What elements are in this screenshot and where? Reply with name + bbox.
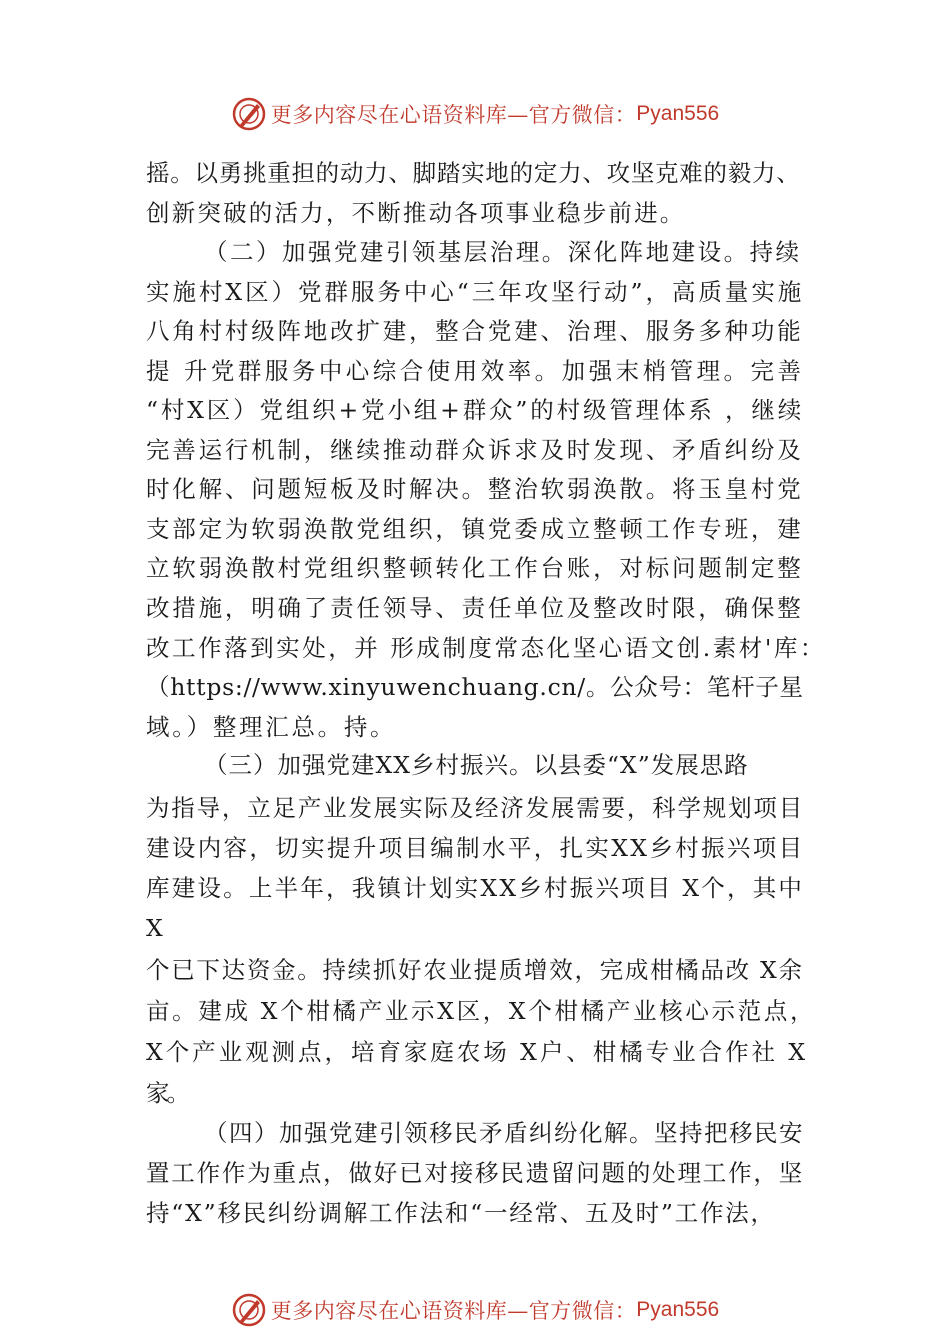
banner-text: 更多内容尽在心语资料库—官方微信： bbox=[270, 1299, 637, 1323]
text-line: 支部定为软弱涣散党组织，镇党委成立整顿工作专班，建 bbox=[146, 515, 804, 543]
text-line: 改工作落到实处，并 形成制度常态化坚心语文创.素材'库： bbox=[146, 634, 826, 662]
text-line: 库建设。上半年，我镇计划实XX乡村振兴项目 X个，其中 bbox=[146, 874, 805, 902]
text-line: 置工作作为重点，做好已对接移民遗留问题的处理工作，坚 bbox=[146, 1159, 804, 1187]
text-line: 提 升党群服务中心综合使用效率。加强末梢管理。完善 bbox=[146, 357, 805, 385]
text-line: 亩。建成 X个柑橘产业示Ⅹ区，X个柑橘产业核心示范点， bbox=[146, 997, 817, 1025]
text-line: X个产业观测点，培育家庭农场 X户、柑橘专业合作社 X bbox=[146, 1038, 809, 1066]
text-line: （四）加强党建引领移民矛盾纠纷化解。坚持把移民安 bbox=[204, 1119, 804, 1147]
pen-logo-icon bbox=[231, 96, 267, 132]
text-line: 家。 bbox=[146, 1079, 187, 1107]
text-line: 持“X”移民纠纷调解工作法和“一经常、五及时”工作法， bbox=[146, 1199, 776, 1227]
text-line: 域。）整理汇总。持。 bbox=[146, 713, 397, 741]
text-line: 时化解、问题短板及时解决。整治软弱涣散。将玉皇村党 bbox=[146, 475, 804, 503]
pen-logo-icon bbox=[231, 1292, 267, 1328]
watermark-banner-bottom bbox=[0, 1290, 950, 1330]
text-line: 实施村Ⅹ区）党群服务中心“三年攻坚行动”，高质量实施 bbox=[146, 278, 805, 306]
text-line: 为指导，立足产业发展实际及经济发展需要，科学规划项目 bbox=[146, 794, 804, 822]
text-line: 改措施，明确了责任领导、责任单位及整改时限，确保整 bbox=[146, 594, 804, 622]
text-line: “村Ⅹ区）党组织+党小组+群众”的村级管理体系 ，继续 bbox=[146, 396, 805, 424]
text-line: （https://www.xinyuwenchuang.cn/。公众号：笔杆子星 bbox=[146, 673, 804, 701]
text-line: 摇。以勇挑重担的动力、脚踏实地的定力、攻坚克难的毅力、 bbox=[146, 159, 801, 187]
text-line: 个已下达资金。持续抓好农业提质增效，完成柑橘品改 X余 bbox=[146, 956, 804, 984]
text-line: 创新突破的活力，不断推动各项事业稳步前进。 bbox=[146, 199, 686, 227]
banner-wechat-id: Pyan556 bbox=[636, 102, 720, 125]
banner-wechat-id: Pyan556 bbox=[636, 1298, 720, 1321]
text-line: 建设内容，切实提升项目编制水平，扎实XX乡村振兴项目 bbox=[146, 834, 805, 862]
text-line: （二）加强党建引领基层治理。深化阵地建设。持续 bbox=[204, 238, 802, 266]
banner-text: 更多内容尽在心语资料库—官方微信： bbox=[270, 103, 637, 127]
text-line: （三）加强党建XX乡村振兴。以县委“X”发展思路 bbox=[204, 751, 749, 779]
text-line: 完善运行机制，继续推动群众诉求及时发现、矛盾纠纷及 bbox=[146, 436, 804, 464]
text-line: X bbox=[146, 914, 163, 942]
text-line: 八角村村级阵地改扩建，整合党建、治理、服务多种功能 bbox=[146, 317, 804, 345]
watermark-banner-top bbox=[0, 94, 950, 134]
text-line: 立软弱涣散村党组织整顿转化工作台账，对标问题制定整 bbox=[146, 554, 804, 582]
